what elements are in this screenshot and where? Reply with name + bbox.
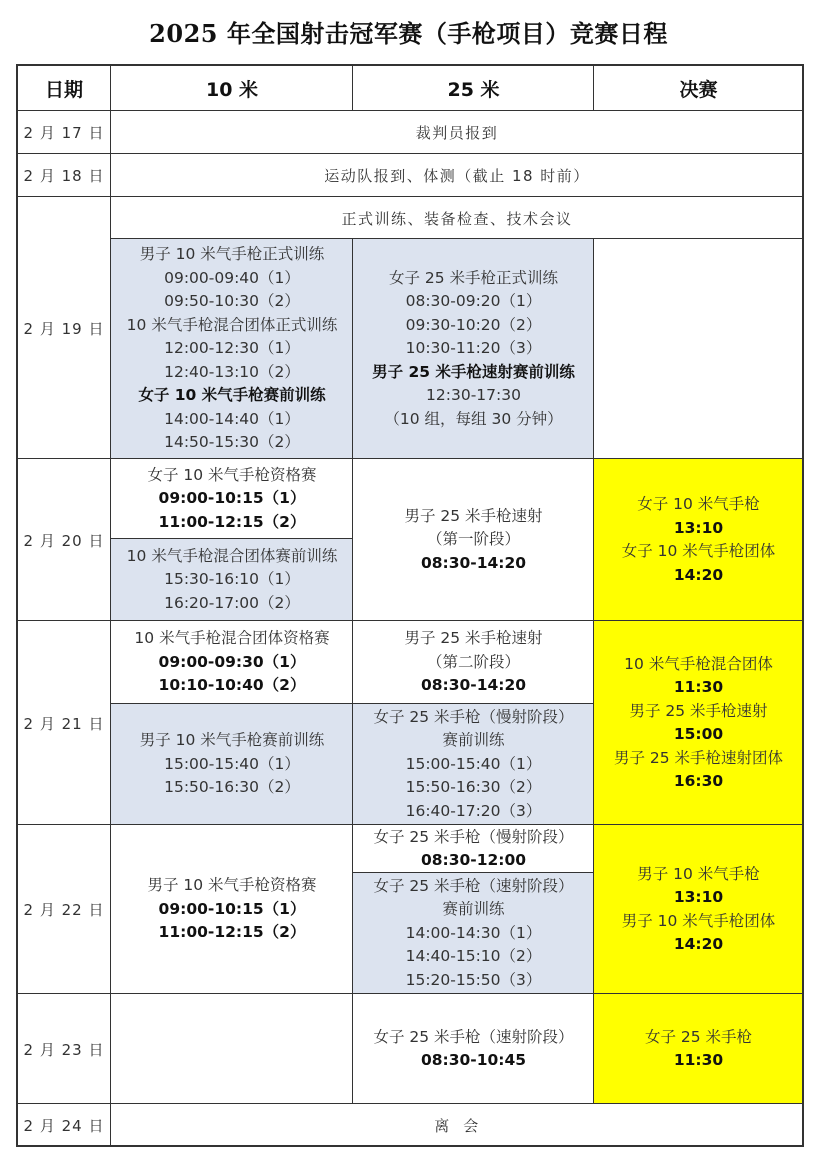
event-line: 女子 25 米手枪（速射阶段）	[373, 1027, 574, 1046]
feb22-final	[594, 825, 803, 994]
time-line: 09:00-09:30（1）	[158, 652, 306, 671]
time-line: 08:30-12:00	[420, 851, 527, 869]
event-line: 赛前训练	[442, 731, 505, 750]
time-line: 15:20-15:50（3）	[405, 970, 542, 989]
feb21-25m-rapid	[353, 621, 594, 704]
time-line: 08:30-09:20（1）	[405, 292, 542, 311]
feb19-10m-training	[111, 239, 353, 459]
final-event: 女子 25 米手枪	[644, 1027, 753, 1046]
time-line: 15:50-16:30（2）	[405, 778, 542, 797]
event-line: 男子 25 米手枪速射赛前训练	[372, 362, 575, 381]
date-feb22: 2 月 22 日	[23, 901, 105, 919]
time-line: 15:30-16:10（1）	[164, 570, 300, 589]
event-line: 女子 25 米手枪（速射阶段）	[373, 876, 574, 895]
final-event: 女子 10 米气手枪	[637, 495, 760, 513]
date-feb24: 2 月 24 日	[23, 1116, 105, 1135]
date-feb21: 2 月 21 日	[23, 714, 105, 733]
time-line: 14:50-15:30（2）	[164, 433, 300, 452]
date-feb19: 2 月 19 日	[23, 319, 105, 338]
time-line: 14:00-14:30（1）	[405, 923, 542, 942]
time-line: 10:30-11:20（3）	[405, 339, 542, 358]
time-line: 09:30-10:20（2）	[405, 315, 542, 334]
final-time: 11:30	[673, 1051, 724, 1069]
event-line: 女子 25 米手枪（慢射阶段）	[373, 827, 574, 846]
feb22-25m-precision	[353, 825, 594, 873]
feb21-10m-training	[111, 704, 353, 825]
event-line: 女子 25 米手枪正式训练	[388, 268, 559, 287]
feb20-25m	[353, 459, 594, 621]
feb23-25m-rapid	[353, 994, 594, 1104]
row-feb24-text: 离 会	[434, 1116, 480, 1135]
event-line: 男子 25 米手枪速射	[404, 506, 543, 525]
event-line: 赛前训练	[442, 900, 505, 919]
event-line: 10 米气手枪混合团体正式训练	[126, 315, 338, 334]
time-line: 12:30-17:30	[426, 386, 521, 405]
time-line: 15:00-15:40（1）	[405, 754, 542, 773]
event-line: 10 米气手枪混合团体赛前训练	[126, 546, 338, 565]
feb19-25m-training	[353, 239, 594, 459]
final-event: 男子 10 米气手枪	[637, 864, 760, 883]
feb23-final	[594, 994, 803, 1104]
event-line: 男子 10 米气手枪赛前训练	[139, 731, 325, 750]
time-line: 12:00-12:30（1）	[164, 339, 300, 358]
time-line: 09:50-10:30（2）	[164, 292, 300, 311]
page-title: 2025 年全国射击冠军赛（手枪项目）竞赛日程	[149, 19, 668, 48]
time-line: 09:00-10:15（1）	[158, 489, 306, 508]
final-event: 10 米气手枪混合团体	[624, 654, 773, 673]
event-line: 男子 10 米气手枪正式训练	[139, 245, 325, 264]
time-line: 12:40-13:10（2）	[164, 362, 300, 381]
date-feb23: 2 月 23 日	[23, 1040, 105, 1059]
time-line: 15:50-16:30（2）	[164, 778, 300, 797]
time-line: 08:30-14:20	[420, 553, 527, 572]
stage-line: （第二阶段）	[426, 652, 520, 671]
time-line: 14:00-14:40（1）	[164, 409, 300, 428]
final-time: 14:20	[673, 935, 724, 953]
event-line: 女子 25 米手枪（慢射阶段）	[373, 707, 574, 726]
time-line: 11:00-12:15（2）	[158, 512, 306, 531]
time-line: 09:00-09:40（1）	[164, 268, 300, 287]
event-line: 男子 10 米气手枪资格赛	[147, 876, 317, 895]
final-time: 13:10	[673, 518, 724, 537]
row-feb19-span: 正式训练、装备检查、技术会议	[341, 209, 573, 228]
final-event: 男子 25 米手枪速射团体	[613, 748, 784, 767]
time-line: 15:00-15:40（1）	[164, 754, 300, 773]
feb20-final	[594, 459, 803, 621]
event-line: 男子 25 米手枪速射	[404, 629, 543, 648]
row-feb17-text: 裁判员报到	[415, 124, 499, 142]
date-feb18: 2 月 18 日	[23, 167, 105, 185]
note-line: （10 组，每组 30 分钟）	[384, 409, 563, 428]
final-time: 11:30	[673, 678, 724, 696]
header-date: 日期	[44, 78, 83, 101]
feb22-25m-training	[353, 873, 594, 994]
final-event: 男子 25 米手枪速射	[629, 701, 768, 720]
feb21-final	[594, 621, 803, 825]
feb20-10m-qualification	[111, 459, 353, 539]
time-line: 11:00-12:15（2）	[158, 923, 306, 942]
final-time: 15:00	[673, 725, 724, 743]
event-line: 女子 10 米气手枪赛前训练	[138, 386, 326, 405]
final-event: 男子 10 米气手枪团体	[621, 911, 776, 930]
header-25m: 25 米	[447, 78, 500, 101]
header-10m: 10 米	[205, 78, 259, 101]
feb22-10m-qualification	[111, 825, 353, 994]
time-line: 14:40-15:10（2）	[405, 947, 542, 966]
final-time: 13:10	[673, 888, 724, 906]
time-line: 08:30-14:20	[420, 676, 527, 695]
row-feb18-text: 运动队报到、体测（截止 18 时前）	[324, 167, 590, 185]
feb20-10m-training	[111, 539, 353, 621]
final-event: 女子 10 米气手枪团体	[621, 542, 776, 560]
final-time: 14:20	[673, 565, 724, 584]
header-final: 决赛	[679, 78, 718, 101]
time-line: 16:20-17:00（2）	[164, 593, 300, 612]
event-line: 10 米气手枪混合团体资格赛	[134, 629, 330, 648]
final-time: 16:30	[673, 772, 724, 790]
time-line: 08:30-10:45	[420, 1051, 527, 1069]
feb21-25m-training	[353, 704, 594, 825]
date-feb20: 2 月 20 日	[23, 531, 105, 550]
date-feb17: 2 月 17 日	[23, 124, 105, 142]
time-line: 10:10-10:40（2）	[158, 676, 306, 695]
time-line: 16:40-17:20（3）	[405, 801, 542, 820]
time-line: 09:00-10:15（1）	[158, 899, 306, 918]
feb21-10m-qualification	[111, 621, 353, 704]
event-line: 女子 10 米气手枪资格赛	[147, 465, 317, 484]
stage-line: （第一阶段）	[426, 530, 520, 549]
